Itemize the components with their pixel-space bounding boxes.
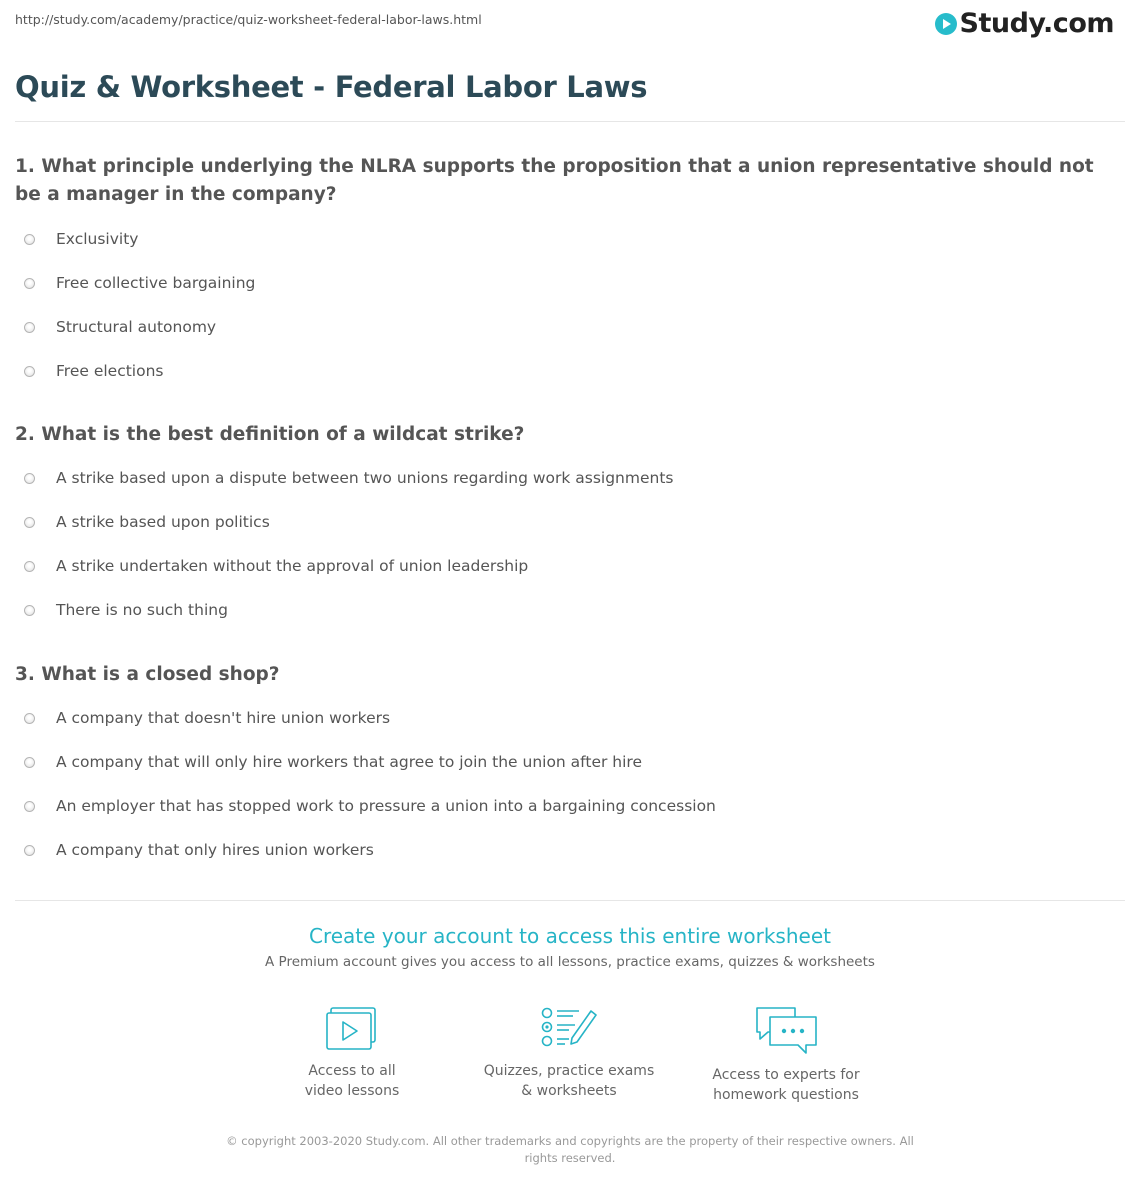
question-2	[15, 421, 1105, 632]
option-label: Exclusivity	[56, 230, 139, 248]
feature-label: Quizzes, practice exams & worksheets	[483, 1063, 655, 1099]
option-label: A strike based upon a dispute between two unions regarding work assignments	[56, 469, 674, 487]
quizzes-checklist-icon	[539, 1005, 599, 1051]
cta-divider	[15, 900, 1125, 901]
question-text: 1. What principle underlying the NLRA supports the proposition that a union representative should not be a manager in the company?	[15, 156, 1094, 205]
question-1	[15, 153, 1105, 393]
signup-cta	[0, 924, 1140, 970]
title-divider	[15, 121, 1125, 122]
option-label: Free collective bargaining	[56, 274, 256, 292]
answer-option[interactable]	[15, 261, 1105, 305]
radio-button[interactable]	[24, 605, 35, 616]
answer-option[interactable]	[15, 588, 1105, 632]
answer-option[interactable]	[15, 500, 1105, 544]
cta-title-link[interactable]: Create your account to access this entire worksheet	[309, 924, 831, 948]
play-logo-icon	[935, 13, 957, 35]
feature-quizzes	[474, 1005, 664, 1101]
option-label: An employer that has stopped work to pressure a union into a bargaining concession	[56, 797, 716, 815]
logo-text: Study.com	[959, 8, 1114, 39]
chat-bubbles-icon	[754, 1005, 818, 1055]
radio-button[interactable]	[24, 561, 35, 572]
radio-button[interactable]	[24, 322, 35, 333]
radio-button[interactable]	[24, 801, 35, 812]
video-lessons-icon	[326, 1005, 378, 1051]
feature-video-lessons	[257, 1005, 447, 1101]
answer-option[interactable]	[15, 456, 1105, 500]
answer-options	[15, 456, 1105, 632]
radio-button[interactable]	[24, 757, 35, 768]
page-title: Quiz & Worksheet - Federal Labor Laws	[15, 70, 648, 104]
feature-label: Access to experts for homework questions	[712, 1067, 860, 1103]
answer-option[interactable]	[15, 349, 1105, 393]
option-label: Free elections	[56, 362, 164, 380]
option-label: A strike based upon politics	[56, 513, 270, 531]
answer-option[interactable]	[15, 305, 1105, 349]
question-text: 2. What is the best definition of a wildcat strike?	[15, 424, 525, 445]
radio-button[interactable]	[24, 473, 35, 484]
cta-subtitle: A Premium account gives you access to all lessons, practice exams, quizzes & worksheets	[265, 954, 875, 970]
question-3	[15, 661, 1105, 872]
answer-option[interactable]	[15, 784, 1105, 828]
study-logo[interactable]	[935, 8, 1114, 39]
answer-options	[15, 696, 1105, 872]
feature-label: Access to all video lessons	[304, 1063, 400, 1099]
option-label: A company that only hires union workers	[56, 841, 374, 859]
answer-option[interactable]	[15, 828, 1105, 872]
answer-option[interactable]	[15, 544, 1105, 588]
copyright-footer: © copyright 2003-2020 Study.com. All other trademarks and copyrights are the property of their respective owners. All rights reserved.	[226, 1134, 914, 1165]
radio-button[interactable]	[24, 713, 35, 724]
answer-option[interactable]	[15, 217, 1105, 261]
answer-option[interactable]	[15, 740, 1105, 784]
page-url: http://study.com/academy/practice/quiz-worksheet-federal-labor-laws.html	[15, 12, 482, 27]
radio-button[interactable]	[24, 234, 35, 245]
feature-experts	[691, 1005, 881, 1105]
option-label: A company that will only hire workers that agree to join the union after hire	[56, 753, 642, 771]
answer-options	[15, 217, 1105, 393]
option-label: There is no such thing	[56, 601, 228, 619]
radio-button[interactable]	[24, 278, 35, 289]
radio-button[interactable]	[24, 366, 35, 377]
option-label: A strike undertaken without the approval of union leadership	[56, 557, 529, 575]
option-label: Structural autonomy	[56, 318, 217, 336]
answer-option[interactable]	[15, 696, 1105, 740]
question-text: 3. What is a closed shop?	[15, 664, 280, 685]
radio-button[interactable]	[24, 845, 35, 856]
radio-button[interactable]	[24, 517, 35, 528]
option-label: A company that doesn't hire union workers	[56, 709, 391, 727]
